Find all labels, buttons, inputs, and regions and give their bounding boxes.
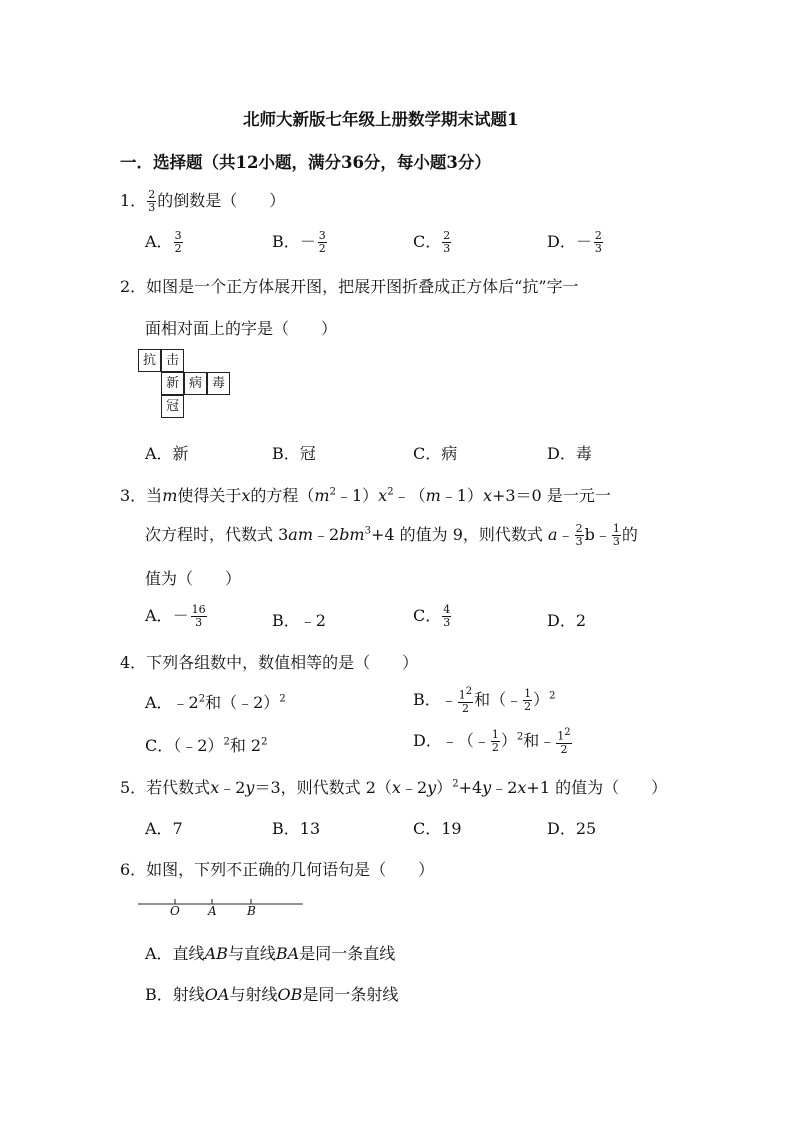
point-o-label: O xyxy=(170,904,180,918)
question-number: 1． xyxy=(120,191,147,210)
q2-option-d[interactable]: D．毒 xyxy=(547,444,592,463)
question-1 xyxy=(120,188,285,214)
q5-option-a[interactable]: A．7 xyxy=(145,819,183,838)
q2-option-a[interactable]: A．新 xyxy=(145,444,189,463)
question-4-stem: 4．下列各组数中，数值相等的是（ ） xyxy=(120,653,419,672)
fraction: $\frac{2}{3}$ xyxy=(148,188,156,214)
point-b-label: B xyxy=(247,904,256,918)
q1-option-c[interactable]: C． $\frac{2}{3}$ xyxy=(413,229,451,255)
net-cell: 击 xyxy=(161,349,184,372)
net-cell: 毒 xyxy=(207,372,230,395)
net-cell: 冠 xyxy=(161,395,184,418)
question-3-line1: 3．当m使得关于x的方程$(m^2﹣1)x^2﹣(m﹣1)x+3=0$ 是一元一 xyxy=(120,486,611,505)
q4-option-c[interactable]: C．（﹣2）$^2$和 $2^2$ xyxy=(145,736,268,755)
question-stem: 的倒数是（ ） xyxy=(157,191,286,210)
point-a-label: A xyxy=(208,904,217,918)
cube-net-figure xyxy=(138,349,238,424)
question-5-stem: 5．若代数式x﹣2y＝3，则代数式 2（x﹣2y）$^2$+4y﹣2x+1 的值为（ ） xyxy=(120,778,668,797)
question-3-line2: 次方程时，代数式 $3am﹣2bm^3+4$ 的值为 9，则代数式 a﹣ $\frac{2}{3}$ b﹣ $\frac{1}{3}$ 的 xyxy=(145,522,638,548)
q5-option-c[interactable]: C．19 xyxy=(413,819,462,838)
q6-option-a[interactable]: A．直线AB与直线BA是同一条直线 xyxy=(145,944,396,963)
q3-option-c[interactable]: C． $\frac{4}{3}$ xyxy=(413,603,451,629)
q3-option-d[interactable]: D．2 xyxy=(547,611,587,630)
question-2-line1: 2．如图是一个正方体展开图，把展开图折叠成正方体后“抗”字一 xyxy=(120,277,579,296)
ray-diagram xyxy=(138,892,308,922)
q2-option-b[interactable]: B．冠 xyxy=(272,444,316,463)
question-2-line2: 面相对面上的字是（ ） xyxy=(145,319,338,338)
section-heading: 一．选择题（共12小题，满分36分，每小题3分） xyxy=(120,153,491,172)
question-3-line3: 值为（ ） xyxy=(145,569,242,588)
net-cell: 新 xyxy=(161,372,184,395)
q4-option-b[interactable]: B．﹣ $\frac{1^2}{2}$ 和（﹣ $\frac{1}{2}$ ）$^2$ xyxy=(413,686,556,715)
q6-option-b[interactable]: B．射线OA与射线OB是同一条射线 xyxy=(145,985,399,1004)
q5-option-b[interactable]: B．13 xyxy=(272,819,321,838)
q3-option-b[interactable]: B．﹣2 xyxy=(272,611,326,630)
q1-option-b[interactable]: B．－ $\frac{3}{2}$ xyxy=(272,229,326,255)
q4-option-a[interactable]: A．$﹣2^2$和（﹣2）$^2$ xyxy=(145,693,286,712)
net-cell: 抗 xyxy=(138,349,161,372)
ray-figure xyxy=(138,892,308,922)
q2-option-c[interactable]: C．病 xyxy=(413,444,458,463)
page-title: 北师大新版七年级上册数学期末试题1 xyxy=(243,110,519,129)
q3-option-a[interactable]: A．－ $\frac{16}{3}$ xyxy=(145,603,206,629)
q1-option-d[interactable]: D．－ $\frac{2}{3}$ xyxy=(547,229,602,255)
net-cell: 病 xyxy=(184,372,207,395)
q4-option-d[interactable]: D．﹣（﹣ $\frac{1}{2}$ ）$^2$和﹣ $\frac{1^2}{2}$ xyxy=(413,727,571,756)
q5-option-d[interactable]: D．25 xyxy=(547,819,597,838)
question-6-stem: 6．如图，下列不正确的几何语句是（ ） xyxy=(120,860,435,879)
q1-option-a[interactable]: A． $\frac{3}{2}$ xyxy=(145,229,182,255)
